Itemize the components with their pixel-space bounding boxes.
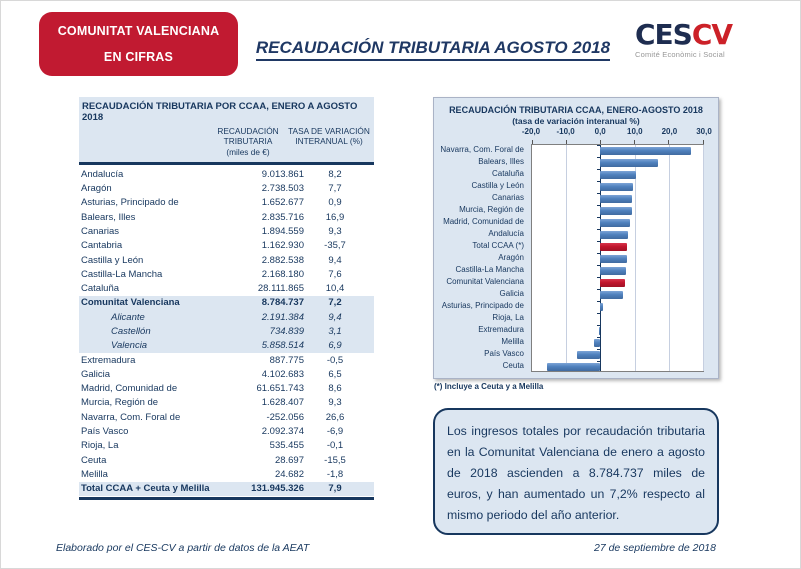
zero-axis-category-tick — [597, 205, 601, 206]
zero-axis-category-tick — [597, 157, 601, 158]
table-cell-rate: 7,6 — [328, 268, 342, 280]
table-cell-lbl: Alicante — [111, 311, 145, 323]
table-cell-rate: 9,3 — [328, 397, 342, 409]
table-cell-lbl: Galicia — [81, 368, 111, 380]
zero-axis-category-tick — [597, 253, 601, 254]
chart-bar — [600, 279, 625, 287]
table-cell-val: 2.835.716 — [261, 211, 304, 223]
logo-cv: CV — [691, 18, 733, 51]
zero-axis-category-tick — [597, 169, 601, 170]
gridline — [669, 145, 670, 371]
chart-footnote: (*) Incluye a Ceuta y a Melilla — [434, 382, 544, 391]
chart-bar — [600, 207, 632, 215]
chart-category-label: Extremadura — [478, 325, 524, 334]
table-column-headers — [79, 126, 374, 162]
zero-axis-category-tick — [597, 301, 601, 302]
chart-category-label: Andalucía — [488, 229, 524, 238]
zero-axis-category-tick — [597, 229, 601, 230]
table-row — [79, 467, 374, 481]
table-cell-rate: 8,2 — [328, 168, 342, 180]
table-row — [79, 196, 374, 210]
x-tick-label: -20,0 — [521, 127, 541, 136]
gridline — [703, 145, 704, 371]
chart-x-axis — [521, 127, 712, 138]
chart-category-labels — [436, 144, 528, 372]
footer-date: 27 de septiembre de 2018 — [593, 542, 716, 554]
table-cell-rate: 7,9 — [328, 483, 342, 495]
zero-axis-category-tick — [597, 265, 601, 266]
table-cell-val: 2.191.384 — [261, 311, 304, 323]
table-cell-rate: -35,7 — [324, 240, 346, 252]
table-cell-rate: 9,4 — [328, 311, 342, 323]
table-cell-lbl: Comunitat Valenciana — [81, 297, 180, 309]
table-cell-lbl: Total CCAA + Ceuta y Melilla — [81, 483, 210, 495]
chart-bar — [600, 147, 691, 155]
table-cell-val: 131.945.326 — [251, 483, 304, 495]
table-cell-lbl: Cantabria — [81, 240, 123, 252]
x-axis-tick — [532, 140, 533, 144]
table-cell-rate: 6,5 — [328, 368, 342, 380]
chart-bar — [600, 159, 658, 167]
table-cell-val: 61.651.743 — [256, 383, 304, 395]
zero-axis-category-tick — [597, 241, 601, 242]
page-title: RECAUDACIÓN TRIBUTARIA AGOSTO 2018 — [249, 38, 617, 58]
table-row — [79, 267, 374, 281]
chart-plot-area — [531, 144, 704, 372]
table-cell-val: 2.168.180 — [261, 268, 304, 280]
table-cell-val: 1.652.677 — [261, 197, 304, 209]
chart-bar — [600, 243, 627, 251]
table-cell-val: 28.697 — [274, 454, 304, 466]
table-cell-rate: -15,5 — [324, 454, 346, 466]
table-cell-val: 28.111.865 — [257, 283, 304, 295]
column-header-tasa: TASA DE VARIACIÓN INTERANUAL (%) — [288, 126, 370, 147]
chart-category-label: Aragón — [498, 253, 524, 262]
table-row — [79, 210, 374, 224]
table-cell-lbl: Castellón — [111, 325, 151, 337]
chart-panel — [433, 97, 719, 379]
table-cell-lbl: Castilla-La Mancha — [81, 268, 163, 280]
table-row — [79, 224, 374, 238]
zero-axis-category-tick — [597, 277, 601, 278]
table-row — [79, 424, 374, 438]
table-cell-rate: 7,7 — [328, 183, 342, 195]
chart-category-label: Castilla-La Mancha — [455, 265, 524, 274]
table-cell-rate: -0,5 — [326, 354, 344, 366]
table-cell-rate: 0,9 — [328, 197, 342, 209]
x-axis-tick — [668, 140, 669, 144]
chart-category-label: Castilla y León — [471, 181, 524, 190]
table-cell-rate: 9,3 — [328, 225, 342, 237]
chart-bar — [600, 303, 603, 311]
table-cell-rate: -1,8 — [326, 468, 344, 480]
table-header — [79, 97, 374, 165]
table-cell-rate: 6,9 — [328, 340, 342, 352]
chart-bar — [577, 351, 601, 359]
table-cell-val: 5.858.514 — [261, 340, 304, 352]
table-title: RECAUDACIÓN TRIBUTARIA POR CCAA, ENERO A AGOSTO 2018 — [82, 101, 358, 123]
table-cell-val: 2.092.374 — [261, 426, 304, 438]
column-header-recaudacion: RECAUDACIÓN TRIBUTARIA (miles de €) — [217, 126, 279, 157]
chart-bar — [600, 255, 626, 263]
summary-callout — [433, 408, 719, 535]
table-cell-lbl: Madrid, Comunidad de — [81, 383, 178, 395]
table-cell-lbl: Valencia — [111, 340, 148, 352]
zero-axis-category-tick — [597, 289, 601, 290]
chart-category-label: Total CCAA (*) — [472, 241, 524, 250]
table-cell-lbl: Cataluña — [81, 283, 120, 295]
chart-category-label: País Vasco — [484, 349, 524, 358]
table-cell-rate: -0,1 — [326, 440, 344, 452]
x-tick-label: -10,0 — [556, 127, 575, 136]
x-tick-label: 0,0 — [594, 127, 606, 136]
table-cell-lbl: Andalucía — [81, 168, 124, 180]
table-cell-val: 4.102.683 — [261, 368, 304, 380]
table-row — [79, 439, 374, 453]
zero-axis-category-tick — [597, 181, 601, 182]
table-row — [79, 239, 374, 253]
cescv-logo — [635, 18, 785, 59]
table-row — [79, 167, 374, 181]
table-cell-rate: 8,6 — [328, 383, 342, 395]
table-cell-lbl: Castilla y León — [81, 254, 144, 266]
zero-axis-category-tick — [597, 361, 601, 362]
table-cell-val: 1.162.930 — [261, 240, 304, 252]
table-cell-lbl: País Vasco — [81, 426, 129, 438]
table-row — [79, 310, 374, 324]
logo-ces: CES — [635, 18, 692, 51]
chart-bar — [600, 231, 628, 239]
table-cell-val: 8.784.737 — [261, 297, 304, 309]
table-cell-val: 9.013.861 — [261, 168, 304, 180]
table-row — [79, 324, 374, 338]
table-row — [79, 339, 374, 353]
table-cell-val: 535.455 — [269, 440, 304, 452]
chart-title: RECAUDACIÓN TRIBUTARIA CCAA, ENERO-AGOSTO 2018 — [449, 105, 703, 115]
chart-category-label: Rioja, La — [492, 313, 524, 322]
table-cell-lbl: Murcia, Región de — [81, 397, 159, 409]
table-cell-lbl: Extremadura — [81, 354, 136, 366]
chart-subtitle: (tasa de variación interanual %) — [512, 116, 640, 126]
x-axis-tick — [566, 140, 567, 144]
chart-category-label: Melilla — [501, 337, 524, 346]
table-cell-rate: 16,9 — [325, 211, 345, 223]
chart-bar — [600, 267, 626, 275]
zero-axis-category-tick — [597, 313, 601, 314]
table-cell-rate: 26,6 — [325, 411, 345, 423]
zero-axis-category-tick — [597, 217, 601, 218]
chart-bar — [600, 219, 629, 227]
table-cell-lbl: Balears, Illes — [81, 211, 136, 223]
x-axis-tick — [634, 140, 635, 144]
chart-category-label: Canarias — [491, 193, 524, 202]
gridline — [566, 145, 567, 371]
chart-bar — [600, 195, 632, 203]
badge-line2: EN CIFRAS — [103, 50, 174, 64]
chart-category-label: Galicia — [499, 289, 524, 298]
table-cell-rate: 3,1 — [328, 325, 342, 337]
zero-axis-category-tick — [597, 337, 601, 338]
chart-category-label: Asturias, Principado de — [441, 301, 524, 310]
table-cell-lbl: Rioja, La — [81, 440, 119, 452]
x-axis-tick — [600, 140, 601, 144]
table-cell-val: 1.628.407 — [261, 397, 304, 409]
summary-text: Los ingresos totales por recaudación tributaria en la Comunitat Valenciana de enero a agosto de 2018 ascienden a 8.784.737 miles de euros, y han aumentado un 7,2% respecto al mismo periodo del año anterior. — [447, 424, 705, 522]
table-cell-val: 1.894.559 — [261, 225, 304, 237]
table-cell-lbl: Canarias — [81, 225, 120, 237]
tax-table — [79, 97, 374, 500]
table-cell-val: -252.056 — [266, 411, 304, 423]
table-row — [79, 253, 374, 267]
chart-bar — [600, 291, 622, 299]
table-row — [79, 410, 374, 424]
column-spacer — [79, 126, 208, 157]
badge-line1: COMUNITAT VALENCIANA — [57, 24, 220, 38]
zero-axis-category-tick — [597, 349, 601, 350]
zero-axis-category-tick — [597, 325, 601, 326]
logo-text — [635, 18, 785, 51]
table-row — [79, 396, 374, 410]
table-cell-val: 2.738.503 — [261, 183, 304, 195]
table-cell-rate: 9,4 — [328, 254, 342, 266]
table-row — [79, 382, 374, 396]
zero-axis-category-tick — [597, 145, 601, 146]
table-row — [79, 181, 374, 195]
table-body — [79, 165, 374, 500]
brand-badge — [39, 12, 238, 76]
table-cell-lbl: Melilla — [81, 468, 108, 480]
chart-category-label: Murcia, Región de — [459, 205, 524, 214]
chart-bar — [594, 339, 600, 347]
table-row — [79, 296, 374, 310]
x-tick-label: 20,0 — [661, 127, 678, 136]
chart-category-label: Comunitat Valenciana — [446, 277, 524, 286]
x-axis-tick — [703, 140, 704, 144]
table-cell-val: 24.682 — [274, 468, 304, 480]
chart-category-label: Balears, Illes — [478, 157, 524, 166]
x-tick-label: 30,0 — [696, 127, 712, 136]
table-cell-lbl: Asturias, Principado de — [81, 197, 179, 209]
chart-bar — [547, 363, 600, 371]
chart-category-label: Ceuta — [502, 361, 524, 370]
table-cell-lbl: Navarra, Com. Foral de — [81, 411, 181, 423]
table-row — [79, 281, 374, 295]
table-row — [79, 353, 374, 367]
chart-category-label: Navarra, Com. Foral de — [440, 145, 524, 154]
chart-category-label: Cataluña — [491, 169, 524, 178]
x-tick-label: 10,0 — [627, 127, 643, 136]
table-row — [79, 453, 374, 467]
chart-bar — [600, 171, 636, 179]
table-row — [79, 482, 374, 496]
logo-subtitle: Comité Econòmic i Social — [635, 50, 725, 59]
table-cell-val: 887.775 — [269, 354, 304, 366]
table-cell-lbl: Aragón — [81, 183, 112, 195]
table-cell-rate: 10,4 — [325, 283, 345, 295]
table-row — [79, 367, 374, 381]
table-cell-val: 734.839 — [269, 325, 304, 337]
table-cell-lbl: Ceuta — [81, 454, 107, 466]
chart-bar — [600, 183, 632, 191]
table-cell-rate: 7,2 — [328, 297, 342, 309]
table-cell-val: 2.882.538 — [261, 254, 304, 266]
footer-source: Elaborado por el CES-CV a partir de datos de la AEAT — [56, 542, 310, 554]
table-cell-rate: -6,9 — [326, 426, 344, 438]
zero-axis-category-tick — [597, 193, 601, 194]
chart-category-label: Madrid, Comunidad de — [443, 217, 524, 226]
